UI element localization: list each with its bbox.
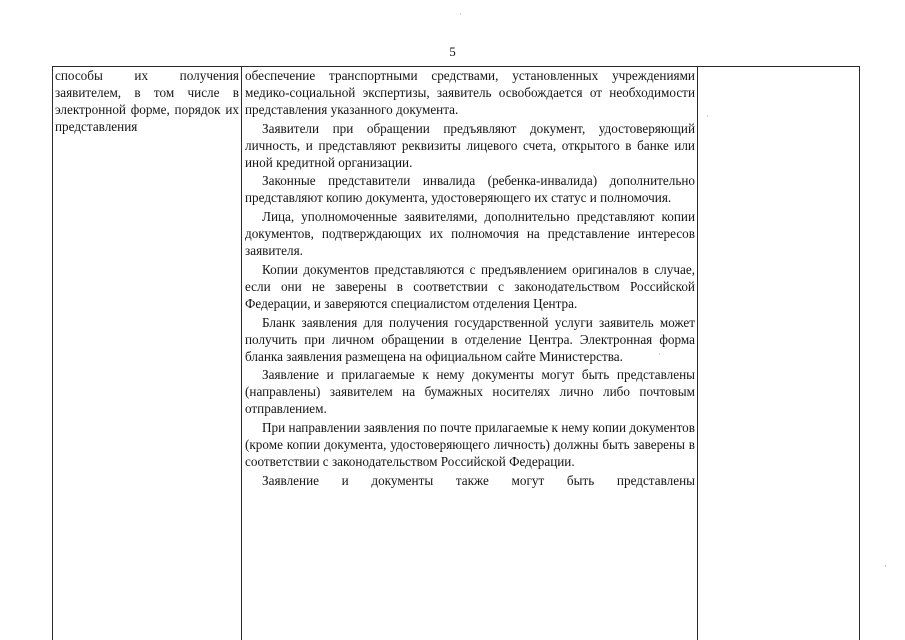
table-left-border <box>52 66 53 640</box>
paragraph-8: При направлении заявления по почте прилагаемые к нему копии документов (кроме копии документа, удостоверяющего личность) должны быть заверены в соответствии с законодательством Российской Федерации. <box>245 420 695 469</box>
column-divider-2 <box>697 66 698 640</box>
paragraph-4: Лица, уполномоченные заявителями, дополнительно представляют копии документов, подтверждающих их полномочия на представление интересов заявителя. <box>245 209 695 259</box>
document-table <box>52 66 860 640</box>
column-divider-1 <box>241 66 242 640</box>
paragraph-6: Бланк заявления для получения государственной услуги заявитель может получить при личном обращении в отделение Центра. Электронная форма бланка заявления размещена на официальном сайте Министерства. <box>245 314 695 364</box>
paragraph-7: Заявление и прилагаемые к нему документы могут быть представлены (направлены) заявителем на бумажных носителях лично либо почтовым отправлением. <box>245 367 695 417</box>
paragraph-5: Копии документов представляются с предъявлением оригиналов в случае, если они не заверены в соответствии с законодательством Российской Федерации, и заверяются специалистом отделения Центра. <box>245 261 695 311</box>
column-2-cell <box>245 68 695 492</box>
page-number: 5 <box>449 44 456 59</box>
table-top-border <box>52 66 860 67</box>
column-1-cell: способы их получения заявителем, в том числе в электронной форме, порядок их представления <box>55 68 239 134</box>
paragraph-1: обеспечение транспортными средствами, установленных учреждениями медико-социальной экспертизы, заявитель освобождается от необходимости представления указанного документа. <box>245 68 695 117</box>
paragraph-3: Законные представители инвалида (ребенка-инвалида) дополнительно представляют копию документа, удостоверяющего их статус и полномочия. <box>245 173 695 206</box>
scan-speck-mark: · <box>706 111 709 121</box>
paragraph-2: Заявители при обращении предъявляют документ, удостоверяющий личность, и представляют реквизиты лицевого счета, открытого в банке или иной кредитной организации. <box>245 120 695 170</box>
scan-speck-mark: · <box>658 349 661 359</box>
scan-speck-mark: · <box>884 561 887 571</box>
table-right-border <box>859 66 860 640</box>
scan-speck-mark: · <box>459 9 462 19</box>
paragraph-9: Заявление и документы также могут быть представлены <box>262 472 695 488</box>
